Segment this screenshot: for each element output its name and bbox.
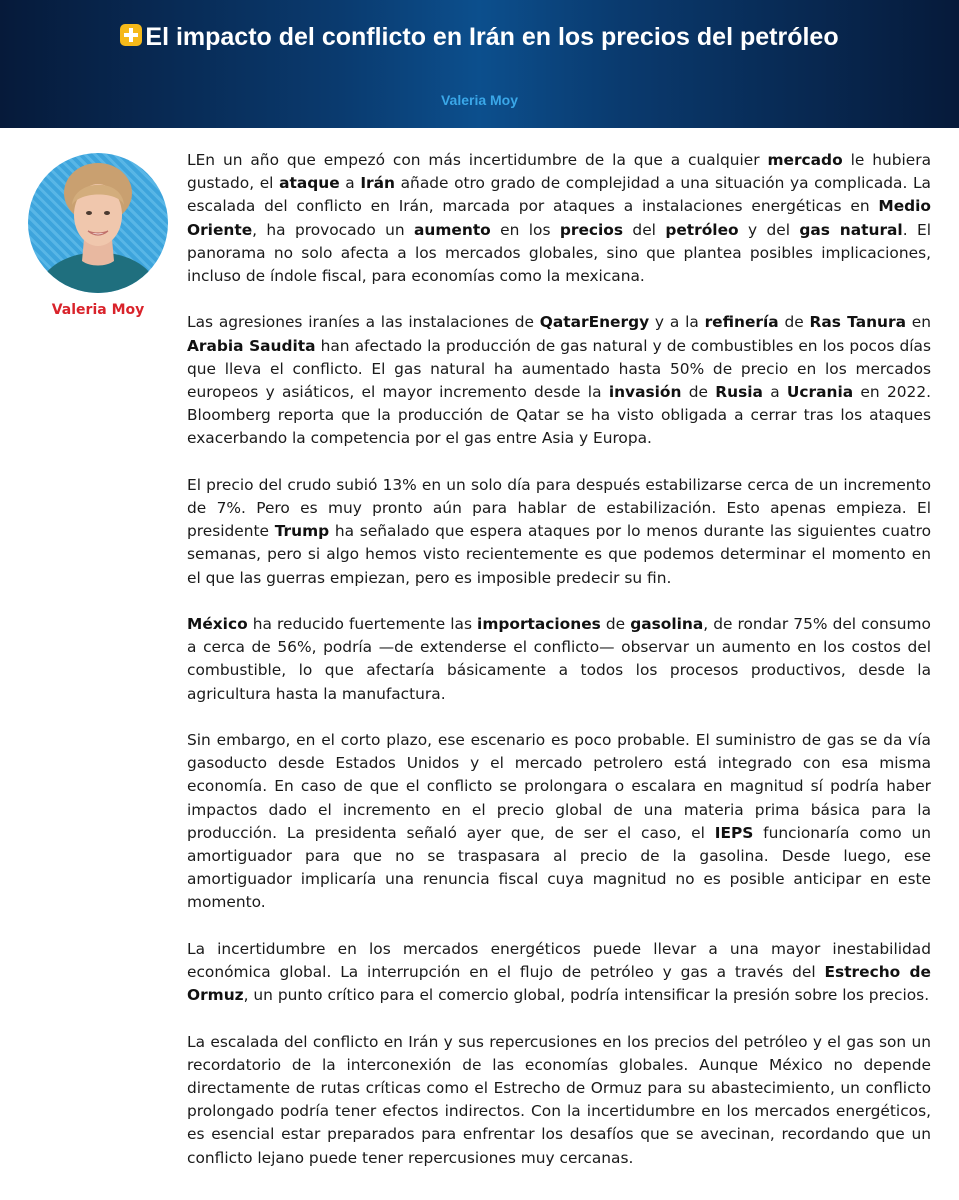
bold-term: México: [187, 615, 248, 634]
text-run: La incertidumbre en los mercados energéticos puede llevar a una mayor inestabilidad económica global. La interrupción en el flujo de petróleo y gas a través del: [187, 939, 931, 982]
article-paragraph: [187, 474, 931, 590]
bold-term: mercado: [767, 151, 843, 169]
bold-term: IEPS: [714, 823, 754, 842]
article-paragraph: [187, 1031, 931, 1170]
article-paragraph: [187, 613, 931, 706]
bold-term: ataque: [279, 174, 340, 193]
text-run: y del: [738, 220, 800, 239]
plus-icon: [120, 24, 142, 46]
bold-term: importaciones: [477, 615, 601, 634]
text-run: El precio del crudo subió 13% en un solo día para después estabilizarse cerca de un incremento de 7%. Pero es muy pronto aún para hablar de estabilización. Esto apenas empieza. El presidente: [187, 475, 931, 541]
text-run: Las agresiones iraníes a las instalaciones de: [187, 313, 540, 332]
article-body: [187, 149, 931, 1193]
bold-term: aumento: [414, 220, 491, 239]
text-run: a: [762, 383, 787, 402]
article-paragraph: [187, 938, 931, 1008]
title-text: El impacto del conflicto en Irán en los precios del petróleo: [145, 23, 839, 51]
bold-term: invasión: [608, 383, 682, 402]
bold-term: Ucrania: [786, 383, 854, 402]
article-paragraph: [187, 311, 931, 450]
text-run: de: [778, 313, 810, 332]
bold-term: Rusia: [715, 383, 763, 402]
bold-term: gasolina: [630, 615, 704, 634]
header-author: Valeria Moy: [440, 92, 519, 108]
bold-term: Irán: [360, 174, 395, 193]
text-run: ha reducido fuertemente las: [247, 615, 478, 634]
bold-term: Estrecho de Ormuz: [187, 963, 931, 1005]
bold-term: precios: [559, 220, 624, 239]
text-run: añade otro grado de complejidad a una situación ya complicada. La escalada del conflicto en Irán, marcada por ataques a instalaciones energéticas en: [187, 174, 931, 216]
bold-term: Medio Oriente: [187, 197, 931, 239]
bold-term: gas natural: [799, 220, 903, 239]
text-run: . El panorama no solo afecta a los mercados globales, sino que plantea posibles implicaciones, incluso de índole fiscal, para economías como la mexicana.: [187, 220, 931, 286]
text-run: en los: [490, 220, 560, 239]
bold-term: Trump: [274, 522, 330, 541]
author-name: Valeria Moy: [51, 302, 145, 318]
article-title: [0, 22, 959, 53]
text-run: le hubiera gustado, el: [187, 151, 932, 193]
text-run: ha señalado que espera ataques por lo menos durante las siguientes cuatro semanas, pero si algo hemos visto recientemente es que podemos determinar el momento en el que las guerras empiezan, pero es imposible predecir su fin.: [187, 522, 931, 587]
article-paragraph: [187, 729, 931, 915]
text-run: La escalada del conflicto en Irán y sus repercusiones en los precios del petróleo y el gas son un recordatorio de la interconexión de las economías globales. Aunque México no depende directamente de rutas críticas como el Estrecho de Ormuz para su abastecimiento, un conflicto prolongado podría tener efectos indirectos. Con la incertidumbre en los mercados energéticos, es esencial estar preparados para enfrentar los desafíos que se avecinan, recordando que un conflicto lejano puede tener repercusiones muy cercanas.: [187, 1032, 931, 1167]
text-run: en: [905, 313, 931, 332]
bold-term: QatarEnergy: [539, 313, 650, 332]
text-run: han afectado la producción de gas natural y de combustibles en los pocos días que lleva el conflicto. El gas natural ha aumentado hasta 50% de precio en los mercados europeos y asiáticos, el mayor incremento desde la: [187, 336, 931, 402]
text-run: , un punto crítico para el comercio global, podría intensificar la presión sobre los precios.: [243, 986, 930, 1005]
text-run: y a la: [649, 313, 705, 332]
text-run: de: [600, 615, 631, 634]
text-run: funcionaría como un amortiguador para que no se traspasara al precio de la gasolina. Desde luego, ese amortiguador implicaría una renuncia fiscal cuya magnitud no es posible anticipar en este momento.: [187, 823, 931, 912]
text-run: Sin embargo, en el corto plazo, ese escenario es poco probable. El suministro de gas se da vía gasoducto desde Estados Unidos y el mercado petrolero está integrado con esa misma economía. En caso de que el conflicto se prolongara o escalara en magnitud sí podría haber impactos dado el incremento en el precio global de una materia prima básica para la producción. La presidenta señaló ayer que, de ser el caso, el: [187, 731, 931, 842]
text-run: , de rondar 75% del consumo a cerca de 56%, podría —de extenderse el conflicto— observar un aumento en los costos del combustible, lo que afectaría básicamente a todos los procesos productivos, desde la agricultura hasta la manufactura.: [187, 615, 931, 703]
text-run: a: [339, 174, 361, 193]
bold-term: refinería: [704, 313, 779, 332]
text-run: en 2022. Bloomberg reporta que la producción de Qatar se ha visto obligada a cerrar tras los ataques exacerbando la competencia por el gas entre Asia y Europa.: [187, 383, 931, 448]
text-run: del: [623, 220, 666, 239]
text-run: LEn un año que empezó con más incertidumbre de la que a cualquier: [187, 151, 768, 169]
header-banner: [0, 0, 959, 128]
article-paragraph: [187, 149, 931, 288]
bold-term: Arabia Saudita: [187, 336, 316, 355]
bold-term: petróleo: [665, 220, 739, 239]
author-avatar: [28, 153, 168, 293]
bold-term: Ras Tanura: [809, 313, 906, 332]
text-run: , ha provocado un: [252, 220, 415, 239]
text-run: de: [681, 383, 716, 402]
